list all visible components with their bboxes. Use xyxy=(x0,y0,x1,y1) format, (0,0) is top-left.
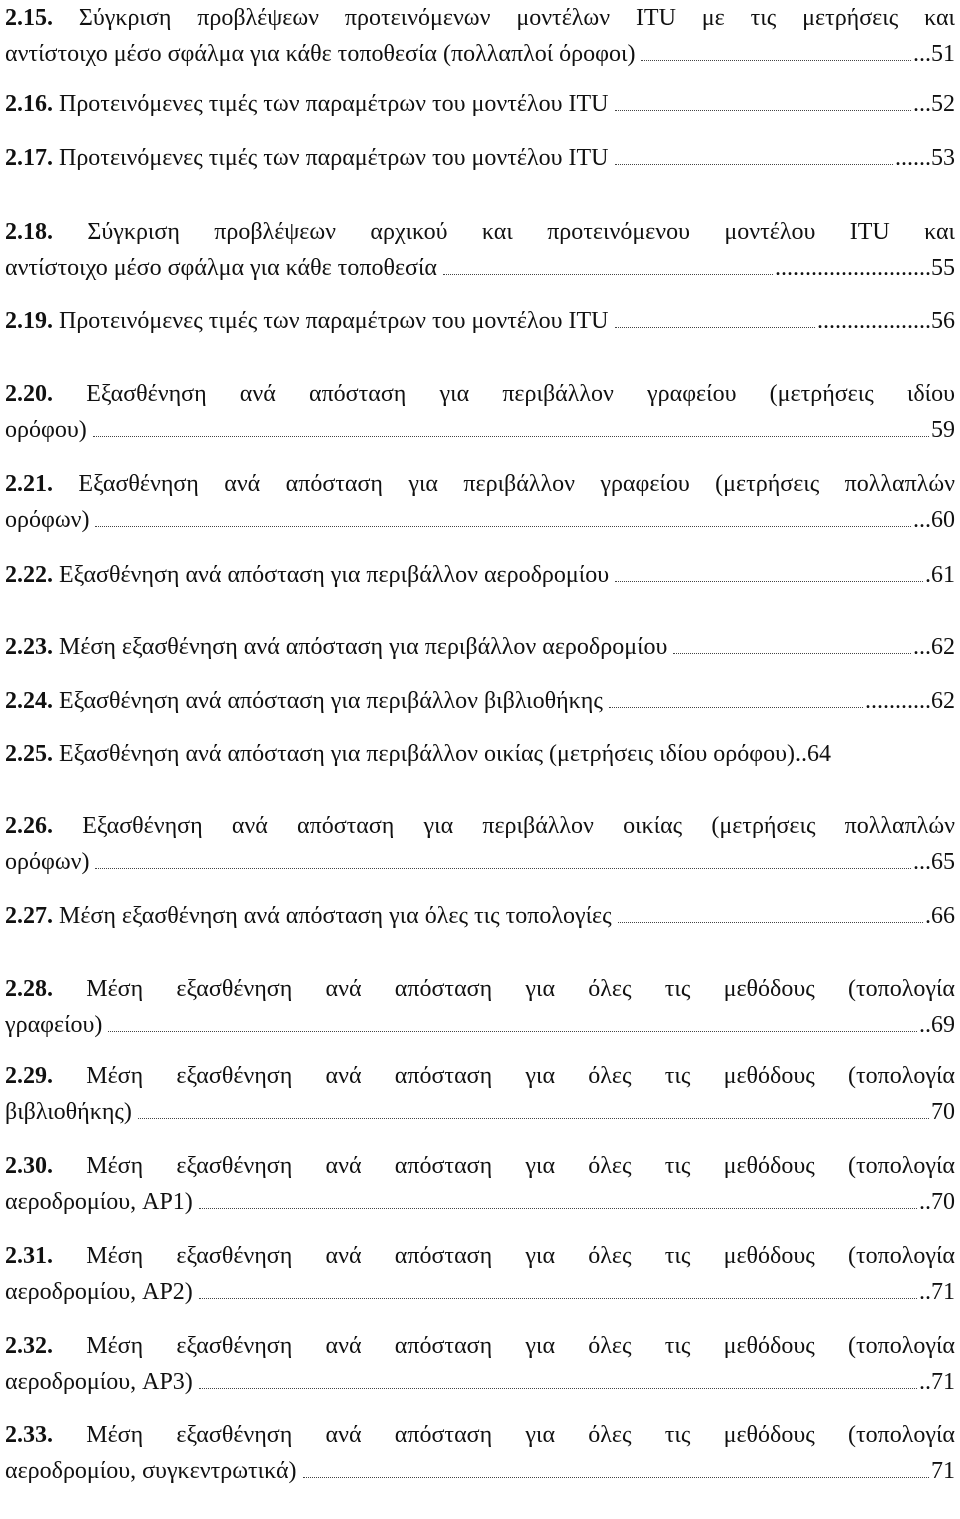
page-number: 71 xyxy=(931,1369,955,1395)
entry-title-continued: γραφείου) xyxy=(5,1012,103,1038)
toc-entry-continuation xyxy=(5,1274,955,1310)
entry-title: Εξασθένηση ανά απόσταση για περιβάλλον αεροδρομίου xyxy=(59,562,610,588)
dot-leader-tail: ........... xyxy=(865,688,931,714)
entry-number: 2.27. xyxy=(5,903,53,929)
dot-leader-tail: ... xyxy=(913,91,931,117)
dot-leader xyxy=(618,900,923,923)
toc-entry-line xyxy=(5,1328,955,1364)
dot-leader xyxy=(95,846,911,869)
toc-entry-line xyxy=(5,0,955,36)
toc-entry-line xyxy=(5,1148,955,1184)
entry-title: Προτεινόμενες τιμές των παραμέτρων του μοντέλου ITU xyxy=(59,145,609,171)
entry-title-continued: ορόφου) xyxy=(5,417,87,443)
toc-entry-continuation xyxy=(5,36,955,72)
entry-title: Μέση εξασθένηση ανά απόσταση για όλες τις μεθόδους (τοπολογία xyxy=(86,976,955,1002)
dot-leader xyxy=(93,414,929,437)
entry-title-continued: ορόφων) xyxy=(5,849,90,875)
dot-leader xyxy=(673,631,911,654)
page-number: 52 xyxy=(931,91,955,117)
toc-entry-continuation xyxy=(5,1094,955,1130)
entry-number: 2.32. xyxy=(5,1333,53,1359)
entry-title: Σύγκριση προβλέψεων προτεινόμενων μοντέλων ITU με τις μετρήσεις και xyxy=(78,5,955,31)
toc-entry-line xyxy=(5,629,955,665)
toc-entry[interactable] xyxy=(5,1148,955,1220)
page-number: 59 xyxy=(931,417,955,443)
entry-title: Μέση εξασθένηση ανά απόσταση για όλες τις μεθόδους (τοπολογία xyxy=(86,1333,955,1359)
entry-number: 2.15. xyxy=(5,5,53,31)
page-number: 62 xyxy=(931,634,955,660)
toc-entry-line xyxy=(5,86,955,122)
dot-leader xyxy=(615,88,912,111)
dot-leader-tail: ...... xyxy=(895,145,931,171)
entry-number: 2.22. xyxy=(5,562,53,588)
entry-number: 2.17. xyxy=(5,145,53,171)
toc-entry-line xyxy=(5,971,955,1007)
toc-entry-continuation xyxy=(5,1184,955,1220)
toc-entry-line xyxy=(5,683,955,719)
entry-number: 2.18. xyxy=(5,219,53,245)
toc-entry-line xyxy=(5,466,955,502)
dot-leader xyxy=(199,1366,917,1389)
entry-number: 2.25. xyxy=(5,741,53,767)
toc-entry-line xyxy=(5,1238,955,1274)
entry-title: Εξασθένηση ανά απόσταση για περιβάλλον γραφείου (μετρήσεις ιδίου xyxy=(86,381,955,407)
dot-leader-tail: ................... xyxy=(817,308,931,334)
toc-entry-line xyxy=(5,898,955,934)
dot-leader-tail: ... xyxy=(913,507,931,533)
toc-entry[interactable] xyxy=(5,629,955,665)
page-number: 53 xyxy=(931,145,955,171)
toc-entry[interactable] xyxy=(5,466,955,538)
toc-entry[interactable] xyxy=(5,1417,955,1489)
entry-number: 2.21. xyxy=(5,471,53,497)
toc-entry[interactable] xyxy=(5,808,955,880)
entry-title-continued: αεροδρομίου, AP2) xyxy=(5,1279,193,1305)
toc-entry[interactable] xyxy=(5,376,955,448)
entry-title: Προτεινόμενες τιμές των παραμέτρων του μοντέλου ITU xyxy=(59,308,609,334)
page-number: 62 xyxy=(931,688,955,714)
entry-title: Μέση εξασθένηση ανά απόσταση για όλες τις τοπολογίες xyxy=(59,903,612,929)
dot-leader xyxy=(199,1276,917,1299)
toc-entry[interactable] xyxy=(5,0,955,72)
dot-leader xyxy=(609,685,863,708)
toc-entry-line xyxy=(5,557,955,593)
page-number: 71 xyxy=(931,1279,955,1305)
entry-title: Εξασθένηση ανά απόσταση για περιβάλλον οικίας (μετρήσεις πολλαπλών xyxy=(82,813,955,839)
page-number: 65 xyxy=(931,849,955,875)
toc-entry-continuation xyxy=(5,250,955,286)
entry-number: 2.31. xyxy=(5,1243,53,1269)
page-number: 66 xyxy=(931,903,955,929)
toc-entry-line xyxy=(5,376,955,412)
dot-leader xyxy=(303,1455,929,1478)
dot-leader-tail: ... xyxy=(913,634,931,660)
toc-entry[interactable] xyxy=(5,683,955,719)
page-number: 69 xyxy=(931,1012,955,1038)
entry-number: 2.29. xyxy=(5,1063,53,1089)
entry-title: Μέση εξασθένηση ανά απόσταση για περιβάλλον αεροδρομίου xyxy=(59,634,668,660)
dot-leader-tail: . xyxy=(925,562,931,588)
entry-number: 2.19. xyxy=(5,308,53,334)
entry-title: Εξασθένηση ανά απόσταση για περιβάλλον γραφείου (μετρήσεις πολλαπλών xyxy=(78,471,955,497)
toc-entry[interactable] xyxy=(5,898,955,934)
dot-leader-tail: .. xyxy=(919,1369,931,1395)
entry-number: 2.33. xyxy=(5,1422,53,1448)
entry-number: 2.23. xyxy=(5,634,53,660)
entry-title-continued: αντίστοιχο μέσο σφάλμα για κάθε τοποθεσία xyxy=(5,255,437,281)
entry-title: Εξασθένηση ανά απόσταση για περιβάλλον οικίας (μετρήσεις ιδίου ορόφου)..64 xyxy=(59,741,831,767)
dot-leader-tail: ... xyxy=(913,849,931,875)
entry-title: Μέση εξασθένηση ανά απόσταση για όλες τις μεθόδους (τοπολογία xyxy=(86,1063,955,1089)
dot-leader xyxy=(138,1096,929,1119)
dot-leader-tail: ... xyxy=(913,41,931,67)
toc-entry-line xyxy=(5,1417,955,1453)
entry-number: 2.28. xyxy=(5,976,53,1002)
dot-leader xyxy=(443,252,773,275)
entry-title-continued: αντίστοιχο μέσο σφάλμα για κάθε τοποθεσία (πολλαπλοί όροφοι) xyxy=(5,41,636,67)
dot-leader-tail: .. xyxy=(919,1012,931,1038)
dot-leader xyxy=(108,1009,917,1032)
page-number: 56 xyxy=(931,308,955,334)
entry-number: 2.24. xyxy=(5,688,53,714)
toc-entry-continuation xyxy=(5,1007,955,1043)
dot-leader-tail: .. xyxy=(919,1189,931,1215)
toc-entry-continuation xyxy=(5,412,955,448)
toc-entry-line xyxy=(5,1058,955,1094)
entry-title-continued: βιβλιοθήκης) xyxy=(5,1099,132,1125)
toc-entry[interactable] xyxy=(5,1058,955,1130)
toc-entry-continuation xyxy=(5,1453,955,1489)
page-number: 70 xyxy=(931,1189,955,1215)
toc-entry[interactable] xyxy=(5,557,955,593)
toc-entry-continuation xyxy=(5,502,955,538)
toc-entry[interactable] xyxy=(5,303,955,339)
dot-leader xyxy=(615,142,894,165)
entry-title-continued: αεροδρομίου, συγκεντρωτικά) xyxy=(5,1458,297,1484)
page-number: 55 xyxy=(931,255,955,281)
toc-entry[interactable] xyxy=(5,971,955,1043)
entry-title: Εξασθένηση ανά απόσταση για περιβάλλον βιβλιοθήκης xyxy=(59,688,603,714)
entry-title: Μέση εξασθένηση ανά απόσταση για όλες τις μεθόδους (τοπολογία xyxy=(86,1422,955,1448)
dot-leader xyxy=(615,559,923,582)
toc-entry[interactable] xyxy=(5,86,955,122)
dot-leader-tail: .......................... xyxy=(775,255,931,281)
toc-entry-line xyxy=(5,808,955,844)
toc-entry[interactable] xyxy=(5,214,955,286)
entry-number: 2.30. xyxy=(5,1153,53,1179)
entry-title: Σύγκριση προβλέψεων αρχικού και προτεινόμενου μοντέλου ITU και xyxy=(87,219,955,245)
toc-entry-continuation xyxy=(5,1364,955,1400)
toc-entry[interactable] xyxy=(5,140,955,176)
entry-title: Μέση εξασθένηση ανά απόσταση για όλες τις μεθόδους (τοπολογία xyxy=(86,1153,955,1179)
dot-leader xyxy=(95,504,911,527)
entry-number: 2.20. xyxy=(5,381,53,407)
toc-entry-line xyxy=(5,140,955,176)
dot-leader-tail: . xyxy=(925,903,931,929)
dot-leader-tail: .. xyxy=(919,1279,931,1305)
toc-entry[interactable] xyxy=(5,1328,955,1400)
entry-title-continued: αεροδρομίου, AP1) xyxy=(5,1189,193,1215)
entry-number: 2.26. xyxy=(5,813,53,839)
entry-title-continued: αεροδρομίου, AP3) xyxy=(5,1369,193,1395)
page-number: 71 xyxy=(931,1458,955,1484)
toc-entry-continuation xyxy=(5,844,955,880)
toc-entry[interactable] xyxy=(5,736,955,772)
page-number: 60 xyxy=(931,507,955,533)
toc-entry-line xyxy=(5,736,955,772)
page-number: 51 xyxy=(931,41,955,67)
page-number: 61 xyxy=(931,562,955,588)
entry-number: 2.16. xyxy=(5,91,53,117)
dot-leader xyxy=(615,305,816,328)
dot-leader xyxy=(641,38,911,61)
dot-leader xyxy=(199,1186,917,1209)
toc-entry[interactable] xyxy=(5,1238,955,1310)
toc-entry-line xyxy=(5,303,955,339)
entry-title-continued: ορόφων) xyxy=(5,507,90,533)
entry-title: Προτεινόμενες τιμές των παραμέτρων του μοντέλου ITU xyxy=(59,91,609,117)
toc-entry-line xyxy=(5,214,955,250)
entry-title: Μέση εξασθένηση ανά απόσταση για όλες τις μεθόδους (τοπολογία xyxy=(86,1243,955,1269)
page-number: 70 xyxy=(931,1099,955,1125)
